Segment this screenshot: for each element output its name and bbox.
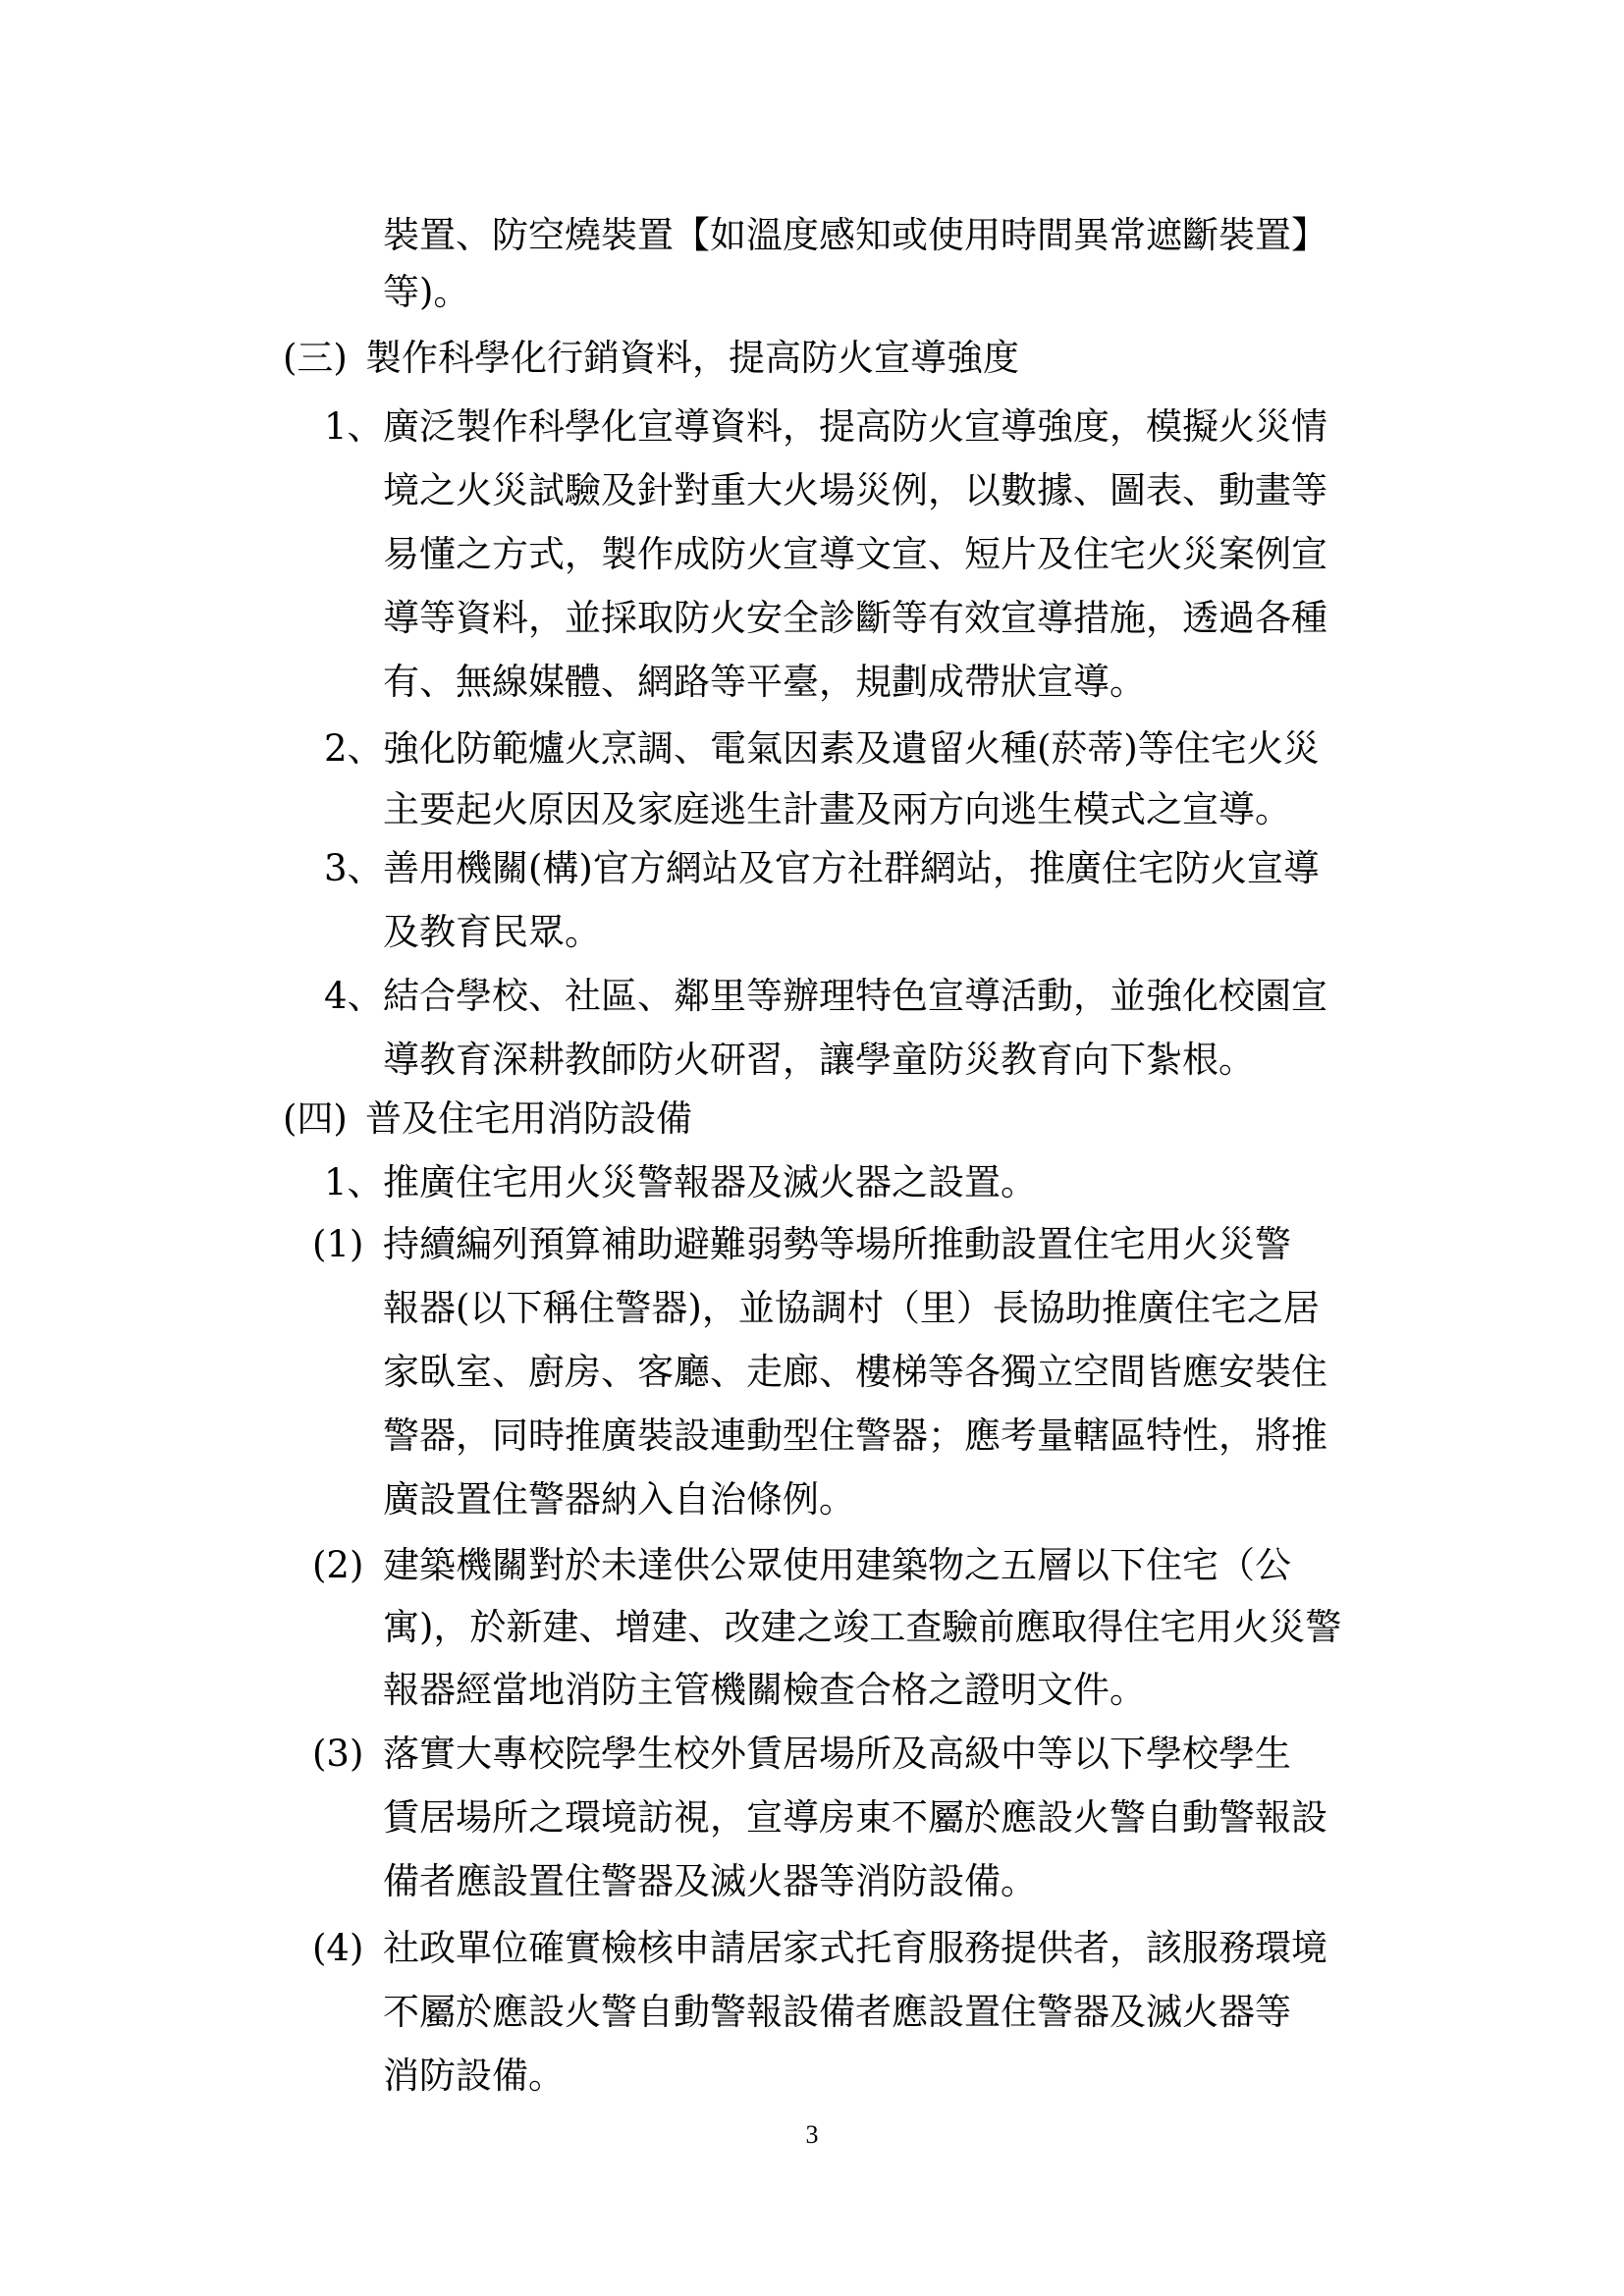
text-line: 報器經當地消防主管機關檢查合格之證明文件。 (383, 1669, 1146, 1711)
text-line: 推廣住宅用火災警報器及滅火器之設置。 (383, 1161, 1037, 1203)
text-line: 裝置、防空燒裝置【如溫度感知或使用時間異常遮斷裝置】 (383, 214, 1327, 256)
text-line: 有、無線媒體、網路等平臺，規劃成帶狀宣導。 (383, 661, 1146, 703)
section-heading: 製作科學化行銷資料，提高防火宣導強度 (365, 337, 1019, 379)
item-marker: 4、 (324, 975, 384, 1017)
text-line: 不屬於應設火警自動警報設備者應設置住警器及滅火器等 (383, 1991, 1291, 2033)
section-marker: (四) (283, 1097, 348, 1140)
subitem-marker: (3) (312, 1733, 364, 1775)
text-line: 賃居場所之環境訪視，宣導房東不屬於應設火警自動警報設 (383, 1796, 1327, 1839)
text-line: 寓)，於新建、增建、改建之竣工查驗前應取得住宅用火災警 (383, 1606, 1342, 1648)
text-line: 導等資料，並採取防火安全診斷等有效宣導措施，透過各種 (383, 597, 1327, 639)
section-heading: 普及住宅用消防設備 (365, 1097, 692, 1140)
text-line: 及教育民眾。 (383, 911, 601, 953)
item-marker: 1、 (324, 405, 384, 448)
text-line: 結合學校、社區、鄰里等辦理特色宣導活動，並強化校園宣 (383, 975, 1327, 1017)
text-line: 強化防範爐火烹調、電氣因素及遺留火種(菸蒂)等住宅火災 (383, 727, 1320, 770)
text-line: 廣設置住警器納入自治條例。 (383, 1478, 855, 1521)
text-line: 警器，同時推廣裝設連動型住警器；應考量轄區特性，將推 (383, 1415, 1327, 1457)
text-line: 善用機關(構)官方網站及官方社群網站，推廣住宅防火宣導 (383, 847, 1320, 889)
text-line: 等)。 (383, 271, 470, 313)
text-line: 境之火災試驗及針對重大火場災例，以數據、圖表、動畫等 (383, 469, 1327, 511)
item-marker: 3、 (324, 847, 384, 889)
text-line: 導教育深耕教師防火研習，讓學童防災教育向下紮根。 (383, 1039, 1255, 1081)
text-line: 落實大專校院學生校外賃居場所及高級中等以下學校學生 (383, 1733, 1291, 1775)
text-line: 廣泛製作科學化宣導資料，提高防火宣導強度，模擬火災情 (383, 405, 1327, 448)
item-marker: 2、 (324, 727, 384, 770)
text-line: 持續編列預算補助避難弱勢等場所推動設置住宅用火災警 (383, 1223, 1291, 1265)
text-line: 備者應設置住警器及滅火器等消防設備。 (383, 1860, 1037, 1902)
text-line: 建築機關對於未達供公眾使用建築物之五層以下住宅（公 (383, 1544, 1291, 1586)
text-line: 易懂之方式，製作成防火宣導文宣、短片及住宅火災案例宣 (383, 533, 1327, 575)
text-line: 社政單位確實檢核申請居家式托育服務提供者，該服務環境 (383, 1927, 1327, 1969)
text-line: 主要起火原因及家庭逃生計畫及兩方向逃生模式之宣導。 (383, 788, 1291, 830)
subitem-marker: (4) (312, 1927, 364, 1969)
item-marker: 1、 (324, 1161, 384, 1203)
subitem-marker: (2) (312, 1544, 364, 1586)
text-line: 報器(以下稱住警器)，並協調村（里）長協助推廣住宅之居 (383, 1287, 1320, 1329)
text-line: 消防設備。 (383, 2055, 565, 2097)
subitem-marker: (1) (312, 1223, 364, 1265)
section-marker: (三) (283, 337, 348, 379)
page-number: 3 (805, 2120, 819, 2149)
text-line: 家臥室、廚房、客廳、走廊、樓梯等各獨立空間皆應安裝住 (383, 1351, 1327, 1393)
